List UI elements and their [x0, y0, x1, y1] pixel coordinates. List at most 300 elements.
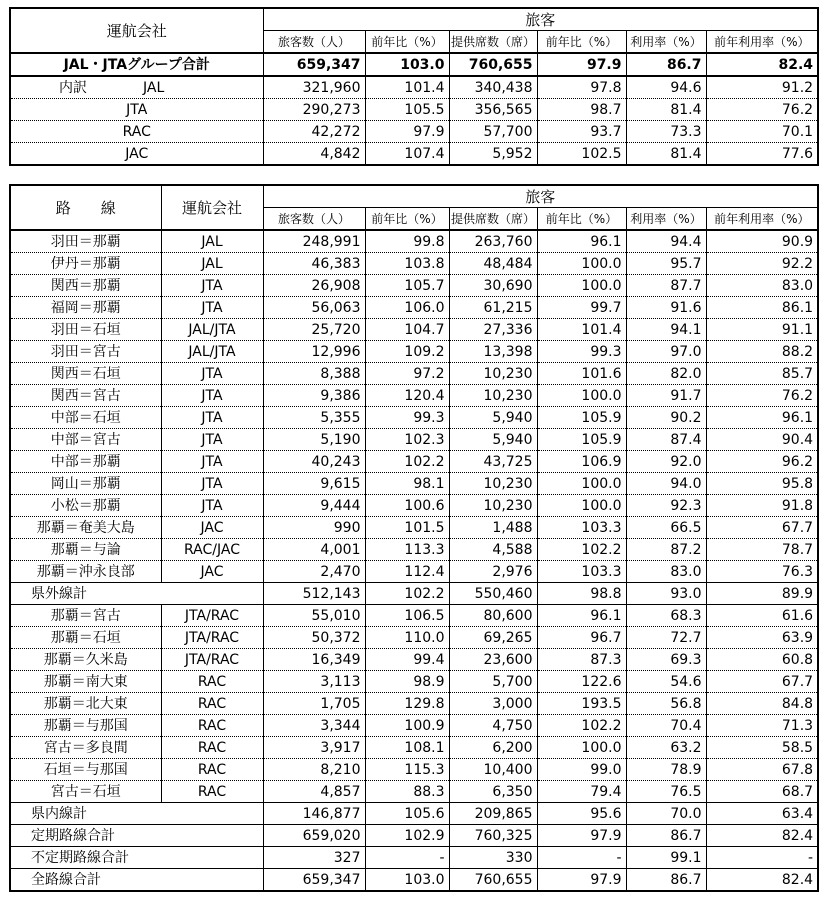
subtotal-label: 全路線合計: [31, 871, 101, 888]
cell: 80,600: [449, 605, 537, 627]
cell: 68.3: [626, 605, 706, 627]
cell: 760,325: [449, 825, 537, 847]
passengers-group-header: 旅客: [263, 185, 818, 208]
operator-name: JAL: [161, 230, 263, 253]
route-name: 那覇＝久米島: [43, 651, 128, 668]
route-row: [10, 715, 818, 737]
cell: 4,857: [263, 781, 365, 803]
cell: 30,690: [449, 275, 537, 297]
cell: 85.7: [706, 363, 818, 385]
cell: 113.3: [365, 539, 449, 561]
cell: 102.2: [537, 715, 626, 737]
operator-name: JAL/JTA: [161, 341, 263, 363]
cell: 73.3: [626, 121, 706, 143]
cell: 87.2: [626, 539, 706, 561]
cell: 4,750: [449, 715, 537, 737]
cell: 70.0: [626, 803, 706, 825]
cell: 105.6: [365, 803, 449, 825]
route-row: [10, 605, 818, 627]
cell: 1,488: [449, 517, 537, 539]
subtotal-label: 県内線計: [31, 805, 87, 822]
cell: 9,386: [263, 385, 365, 407]
cell: 8,210: [263, 759, 365, 781]
cell: 760,655: [449, 869, 537, 892]
cell: 66.5: [626, 517, 706, 539]
cell: 90.9: [706, 230, 818, 253]
operator-name: JTA/RAC: [161, 605, 263, 627]
route-row: [10, 627, 818, 649]
table-row: [10, 121, 818, 143]
route-name: 那覇＝沖永良部: [36, 563, 135, 580]
cell: 263,760: [449, 230, 537, 253]
cell: 10,400: [449, 759, 537, 781]
route-row: [10, 671, 818, 693]
route-name: 那覇＝北大東: [43, 695, 128, 712]
cell: 48,484: [449, 253, 537, 275]
cell: 82.0: [626, 363, 706, 385]
cell: 40,243: [263, 451, 365, 473]
cell: 330: [449, 847, 537, 869]
operator-name: RAC: [161, 781, 263, 803]
cell: 102.9: [365, 825, 449, 847]
cell: 96.1: [537, 230, 626, 253]
cell: 93.7: [537, 121, 626, 143]
cell: 61,215: [449, 297, 537, 319]
route-name: 那覇＝与論: [50, 541, 121, 558]
route-header: 路 線: [10, 185, 161, 230]
route-row: [10, 429, 818, 451]
cell: 129.8: [365, 693, 449, 715]
cell: 10,230: [449, 385, 537, 407]
cell: 2,976: [449, 561, 537, 583]
cell: 67.7: [706, 671, 818, 693]
cell: 99.4: [365, 649, 449, 671]
cell: 209,865: [449, 803, 537, 825]
cell: 77.6: [706, 143, 818, 166]
route-row: [10, 495, 818, 517]
operator-label: RAC: [122, 123, 151, 140]
cell: 87.4: [626, 429, 706, 451]
operator-name: JTA: [161, 407, 263, 429]
cell: 56,063: [263, 297, 365, 319]
route-name: 那覇＝南大東: [43, 673, 128, 690]
cell: 94.0: [626, 473, 706, 495]
cell: 99.0: [537, 759, 626, 781]
cell: 356,565: [449, 99, 537, 121]
cell: 94.6: [626, 76, 706, 99]
route-name: 那覇＝与那国: [43, 717, 128, 734]
cell: 98.1: [365, 473, 449, 495]
cell: 106.9: [537, 451, 626, 473]
cell: 50,372: [263, 627, 365, 649]
cell: 12,996: [263, 341, 365, 363]
cell: 3,917: [263, 737, 365, 759]
cell: 96.1: [537, 605, 626, 627]
cell: 5,190: [263, 429, 365, 451]
group-total-row: [10, 53, 818, 76]
cell: 13,398: [449, 341, 537, 363]
route-name: 那覇＝石垣: [50, 629, 121, 646]
cell: 97.8: [537, 76, 626, 99]
cell: 98.8: [537, 583, 626, 605]
route-name: 関西＝宮古: [50, 387, 121, 404]
operator-name: RAC: [161, 715, 263, 737]
route-name: 岡山＝那覇: [50, 475, 121, 492]
cell: 76.2: [706, 385, 818, 407]
operator-header: 運航会社: [161, 185, 263, 230]
subtotal-row: [10, 847, 818, 869]
cell: 101.5: [365, 517, 449, 539]
operator-name: JTA: [161, 297, 263, 319]
cell: 82.4: [706, 869, 818, 892]
cell: 248,991: [263, 230, 365, 253]
route-name: 宮古＝石垣: [50, 783, 121, 800]
cell: 46,383: [263, 253, 365, 275]
route-name: 中部＝那覇: [50, 453, 121, 470]
cell: 95.6: [537, 803, 626, 825]
route-row: [10, 385, 818, 407]
col-header-seats: 提供席数（席）: [449, 208, 537, 231]
route-row: [10, 561, 818, 583]
cell: 79.4: [537, 781, 626, 803]
cell: 10,230: [449, 363, 537, 385]
cell: 8,388: [263, 363, 365, 385]
cell: 4,588: [449, 539, 537, 561]
cell: 1,705: [263, 693, 365, 715]
cell: 3,113: [263, 671, 365, 693]
cell: 6,350: [449, 781, 537, 803]
subtotal-row: [10, 825, 818, 847]
route-row: [10, 781, 818, 803]
route-name: 小松＝那覇: [50, 497, 121, 514]
cell: 78.7: [706, 539, 818, 561]
operator-name: RAC: [161, 693, 263, 715]
cell: 99.3: [365, 407, 449, 429]
cell: 63.9: [706, 627, 818, 649]
cell: 112.4: [365, 561, 449, 583]
route-name: 福岡＝那覇: [50, 299, 121, 316]
cell: 193.5: [537, 693, 626, 715]
cell: 82.4: [706, 825, 818, 847]
cell: 6,200: [449, 737, 537, 759]
cell: 659,347: [263, 53, 365, 76]
cell: 101.4: [365, 76, 449, 99]
cell: 990: [263, 517, 365, 539]
cell: 659,020: [263, 825, 365, 847]
operator-name: JAL/JTA: [161, 319, 263, 341]
cell: 87.3: [537, 649, 626, 671]
route-name: 那覇＝宮古: [50, 607, 121, 624]
cell: 99.8: [365, 230, 449, 253]
cell: 89.9: [706, 583, 818, 605]
cell: 55,010: [263, 605, 365, 627]
route-name: 関西＝石垣: [50, 365, 121, 382]
cell: 101.4: [537, 319, 626, 341]
route-row: [10, 539, 818, 561]
cell: 550,460: [449, 583, 537, 605]
cell: 90.4: [706, 429, 818, 451]
cell: 78.9: [626, 759, 706, 781]
cell: 97.9: [537, 53, 626, 76]
table-row: [10, 76, 818, 99]
cell: 103.8: [365, 253, 449, 275]
passengers-group-header: 旅客: [263, 8, 818, 31]
cell: 290,273: [263, 99, 365, 121]
cell: 659,347: [263, 869, 365, 892]
cell: 63.2: [626, 737, 706, 759]
cell: 56.8: [626, 693, 706, 715]
cell: 93.0: [626, 583, 706, 605]
cell: 109.2: [365, 341, 449, 363]
cell: 67.7: [706, 517, 818, 539]
route-row: [10, 737, 818, 759]
col-header-passengers-yoy: 前年比（%）: [365, 208, 449, 231]
cell: 102.2: [537, 539, 626, 561]
cell: 92.0: [626, 451, 706, 473]
route-name: 石垣＝与那国: [43, 761, 128, 778]
cell: 100.0: [537, 495, 626, 517]
operator-name: RAC: [161, 759, 263, 781]
operator-name: JAL: [161, 253, 263, 275]
cell: 81.4: [626, 143, 706, 166]
col-header-passengers: 旅客数（人）: [263, 31, 365, 54]
operator-name: JTA: [161, 385, 263, 407]
cell: 91.6: [626, 297, 706, 319]
route-row: [10, 319, 818, 341]
summary-table: [9, 7, 819, 166]
cell: 94.1: [626, 319, 706, 341]
route-row: [10, 451, 818, 473]
route-name: 羽田＝那覇: [50, 233, 121, 250]
subtotal-label: 不定期路線合計: [31, 849, 129, 866]
route-row: [10, 297, 818, 319]
cell: 96.7: [537, 627, 626, 649]
operator-name: JAC: [161, 561, 263, 583]
cell: 92.3: [626, 495, 706, 517]
cell: 72.7: [626, 627, 706, 649]
col-header-seats-yoy: 前年比（%）: [537, 208, 626, 231]
cell: 70.4: [626, 715, 706, 737]
cell: -: [706, 847, 818, 869]
cell: 2,470: [263, 561, 365, 583]
cell: 102.2: [365, 583, 449, 605]
cell: 63.4: [706, 803, 818, 825]
group-total-label: JAL・JTAグループ合計: [63, 56, 210, 73]
operator-name: RAC: [161, 737, 263, 759]
cell: 86.7: [626, 53, 706, 76]
cell: 102.2: [365, 451, 449, 473]
cell: 91.7: [626, 385, 706, 407]
operator-name: JTA/RAC: [161, 649, 263, 671]
cell: 42,272: [263, 121, 365, 143]
breakdown-label: [10, 76, 263, 99]
col-header-seats-yoy: 前年比（%）: [537, 31, 626, 54]
cell: 10,230: [449, 495, 537, 517]
cell: 43,725: [449, 451, 537, 473]
cell: 105.5: [365, 99, 449, 121]
cell: 110.0: [365, 627, 449, 649]
cell: 94.4: [626, 230, 706, 253]
subtotal-label: 定期路線合計: [31, 827, 115, 844]
cell: 83.0: [706, 275, 818, 297]
route-row: [10, 275, 818, 297]
cell: 70.1: [706, 121, 818, 143]
cell: 98.9: [365, 671, 449, 693]
route-name: 関西＝那覇: [50, 277, 121, 294]
cell: 76.3: [706, 561, 818, 583]
cell: 512,143: [263, 583, 365, 605]
cell: 105.9: [537, 407, 626, 429]
cell: 97.2: [365, 363, 449, 385]
route-row: [10, 341, 818, 363]
cell: 105.9: [537, 429, 626, 451]
cell: 120.4: [365, 385, 449, 407]
col-header-load-factor: 利用率（%）: [626, 31, 706, 54]
cell: 103.0: [365, 53, 449, 76]
cell: 5,940: [449, 407, 537, 429]
cell: 4,842: [263, 143, 365, 166]
cell: 107.4: [365, 143, 449, 166]
cell: 99.1: [626, 847, 706, 869]
cell: -: [537, 847, 626, 869]
cell: 100.6: [365, 495, 449, 517]
cell: 100.0: [537, 473, 626, 495]
cell: 23,600: [449, 649, 537, 671]
cell: 91.1: [706, 319, 818, 341]
cell: 60.8: [706, 649, 818, 671]
cell: 9,615: [263, 473, 365, 495]
subtotal-row: [10, 869, 818, 892]
cell: 5,700: [449, 671, 537, 693]
cell: 57,700: [449, 121, 537, 143]
cell: 99.7: [537, 297, 626, 319]
col-header-passengers-yoy: 前年比（%）: [365, 31, 449, 54]
cell: 87.7: [626, 275, 706, 297]
table-row: [10, 143, 818, 166]
col-header-prev-load-factor: 前年利用率（%）: [706, 208, 818, 231]
operator-header: 運航会社: [10, 8, 263, 53]
col-header-prev-load-factor: 前年利用率（%）: [706, 31, 818, 54]
cell: 16,349: [263, 649, 365, 671]
cell: 122.6: [537, 671, 626, 693]
operator-name: JTA: [161, 495, 263, 517]
cell: 5,355: [263, 407, 365, 429]
routes-table: [9, 184, 819, 892]
subtotal-row: [10, 583, 818, 605]
cell: 88.3: [365, 781, 449, 803]
route-name: 中部＝石垣: [50, 409, 121, 426]
cell: 101.6: [537, 363, 626, 385]
cell: 100.0: [537, 385, 626, 407]
route-row: [10, 693, 818, 715]
cell: 102.3: [365, 429, 449, 451]
cell: 100.0: [537, 253, 626, 275]
table-row: [10, 99, 818, 121]
route-name: 伊丹＝那覇: [50, 255, 121, 272]
cell: 27,336: [449, 319, 537, 341]
route-row: [10, 649, 818, 671]
cell: 86.7: [626, 869, 706, 892]
cell: 97.9: [537, 825, 626, 847]
cell: 115.3: [365, 759, 449, 781]
route-row: [10, 407, 818, 429]
operator-name: JAC: [161, 517, 263, 539]
route-row: [10, 517, 818, 539]
cell: 97.0: [626, 341, 706, 363]
cell: 103.0: [365, 869, 449, 892]
cell: 100.0: [537, 275, 626, 297]
cell: 100.0: [537, 737, 626, 759]
route-row: [10, 759, 818, 781]
cell: 760,655: [449, 53, 537, 76]
route-row: [10, 253, 818, 275]
cell: 104.7: [365, 319, 449, 341]
cell: 105.7: [365, 275, 449, 297]
route-name: 羽田＝石垣: [50, 321, 121, 338]
cell: 97.9: [537, 869, 626, 892]
cell: 69.3: [626, 649, 706, 671]
col-header-seats: 提供席数（席）: [449, 31, 537, 54]
cell: 91.2: [706, 76, 818, 99]
cell: 108.1: [365, 737, 449, 759]
cell: 69,265: [449, 627, 537, 649]
cell: 25,720: [263, 319, 365, 341]
cell: 4,001: [263, 539, 365, 561]
operator-name: JTA: [161, 451, 263, 473]
cell: 76.5: [626, 781, 706, 803]
cell: 67.8: [706, 759, 818, 781]
cell: 95.8: [706, 473, 818, 495]
cell: 3,000: [449, 693, 537, 715]
cell: 81.4: [626, 99, 706, 121]
cell: 106.5: [365, 605, 449, 627]
operator-label: JTA: [126, 101, 148, 118]
cell: 146,877: [263, 803, 365, 825]
cell: 82.4: [706, 53, 818, 76]
cell: 95.7: [626, 253, 706, 275]
route-name: 那覇＝奄美大島: [36, 519, 135, 536]
cell: -: [365, 847, 449, 869]
cell: 54.6: [626, 671, 706, 693]
cell: 103.3: [537, 561, 626, 583]
cell: 71.3: [706, 715, 818, 737]
cell: 92.2: [706, 253, 818, 275]
cell: 86.1: [706, 297, 818, 319]
cell: 86.7: [626, 825, 706, 847]
cell: 10,230: [449, 473, 537, 495]
breakdown-prefix: 内訳: [59, 79, 87, 96]
operator-name: JTA: [161, 473, 263, 495]
operator-name: JTA: [161, 363, 263, 385]
cell: 3,344: [263, 715, 365, 737]
col-header-load-factor: 利用率（%）: [626, 208, 706, 231]
cell: 321,960: [263, 76, 365, 99]
cell: 100.9: [365, 715, 449, 737]
cell: 76.2: [706, 99, 818, 121]
cell: 327: [263, 847, 365, 869]
cell: 103.3: [537, 517, 626, 539]
cell: 91.8: [706, 495, 818, 517]
subtotal-label: 県外線計: [31, 585, 87, 602]
cell: 9,444: [263, 495, 365, 517]
cell: 58.5: [706, 737, 818, 759]
cell: 97.9: [365, 121, 449, 143]
cell: 340,438: [449, 76, 537, 99]
cell: 5,952: [449, 143, 537, 166]
route-row: [10, 473, 818, 495]
cell: 5,940: [449, 429, 537, 451]
operator-label: JAL: [143, 79, 165, 96]
